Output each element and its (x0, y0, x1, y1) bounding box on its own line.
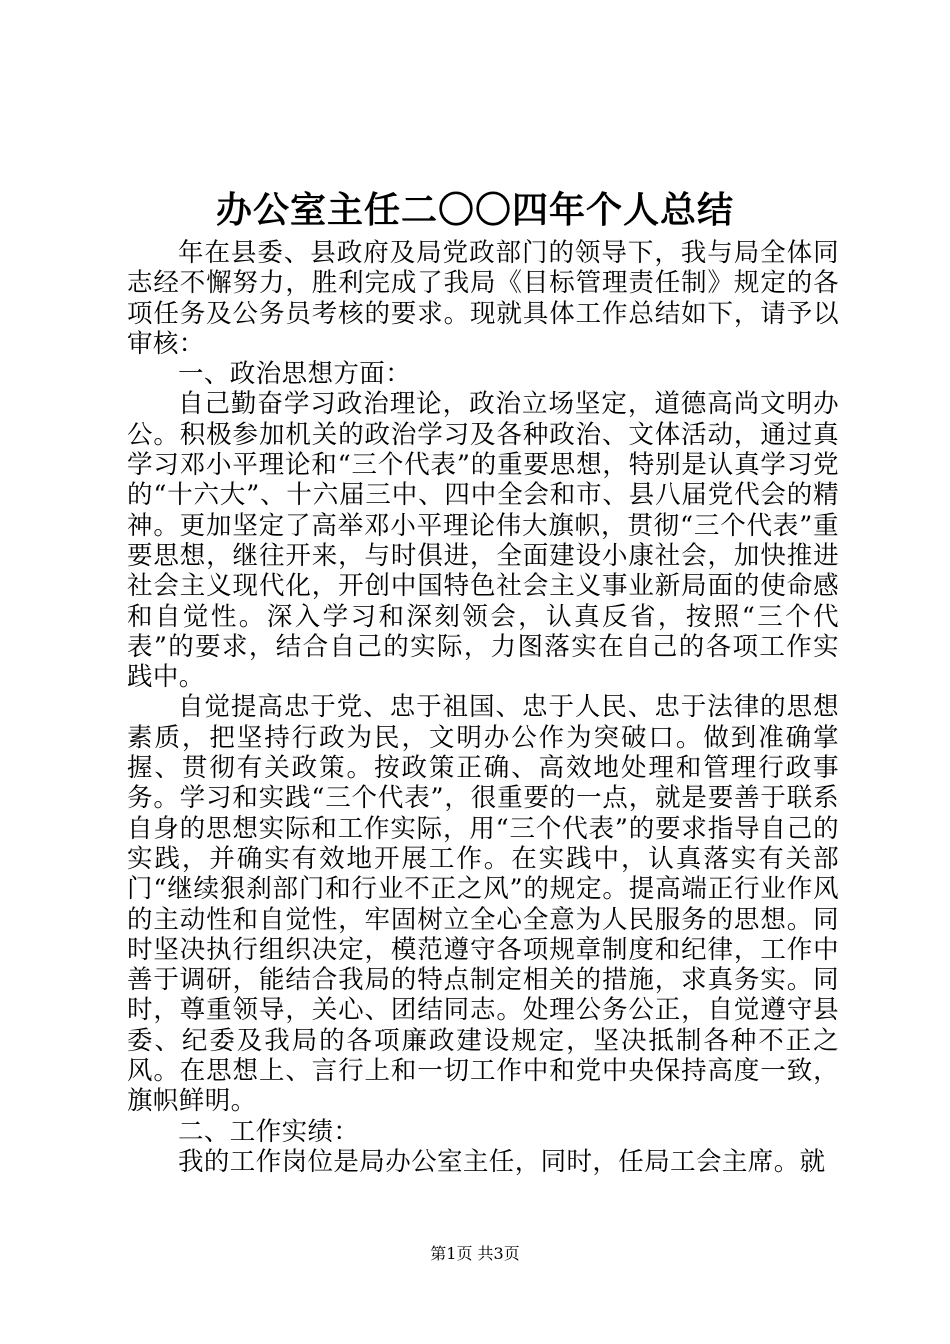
document-body (127, 238, 839, 1177)
section-heading-work: 二、工作实绩： (178, 1116, 360, 1147)
work-paragraph-1: 我的工作岗位是局办公室主任，同时，任局工会主席。就 (178, 1146, 826, 1177)
intro-paragraph: 年在县委、县政府及局党政部门的领导下，我与局全体同志经不懈努力，胜利完成了我局《目标管理责任制》规定的各项任务及公务员考核的要求。现就具体工作总结如下，请予以审核： (127, 238, 839, 359)
politics-paragraph-2: 自觉提高忠于党、忠于祖国、忠于人民、忠于法律的思想素质，把坚持行政为民，文明办公作为突破口。做到准确掌握、贯彻有关政策。按政策正确、高效地处理和管理行政事务。学习和实践“三个代表”，很重要的一点，就是要善于联系自身的思想实际和工作实际，用“三个代表”的要求指导自己的实践，并确实有效地开展工作。在实践中，认真落实有关部门“继续狠刹部门和行业不正之风”的规定。提高端正行业作风的主动性和自觉性，牢固树立全心全意为人民服务的思想。同时坚决执行组织决定，模范遵守各项规章制度和纪律，工作中善于调研，能结合我局的特点制定相关的措施，求真务实。同时，尊重领导，关心、团结同志。处理公务公正，自觉遵守县委、纪委及我局的各项廉政建设规定，坚决抵制各种不正之风。在思想上、言行上和一切工作中和党中央保持高度一致，旗帜鲜明。 (127, 692, 839, 1117)
politics-paragraph-1: 自己勤奋学习政治理论，政治立场坚定，道德高尚文明办公。积极参加机关的政治学习及各种政治、文体活动，通过真学习邓小平理论和“三个代表”的重要思想，特别是认真学习党的“十六大”、十六届三中、四中全会和市、县八届党代会的精神。更加坚定了高举邓小平理论伟大旗帜，贯彻“三个代表”重要思想，继往开来，与时俱进，全面建设小康社会，加快推进社会主义现代化，开创中国特色社会主义事业新局面的使命感和自觉性。深入学习和深刻领会，认真反省，按照“三个代表”的要求，结合自己的实际，力图落实在自己的各项工作实践中。 (127, 389, 839, 693)
document-title: 办公室主任二〇〇四年个人总结 (215, 189, 734, 231)
section-heading-politics: 一、政治思想方面： (178, 359, 412, 390)
page-number-footer: 第1页 共3页 (430, 1244, 520, 1263)
